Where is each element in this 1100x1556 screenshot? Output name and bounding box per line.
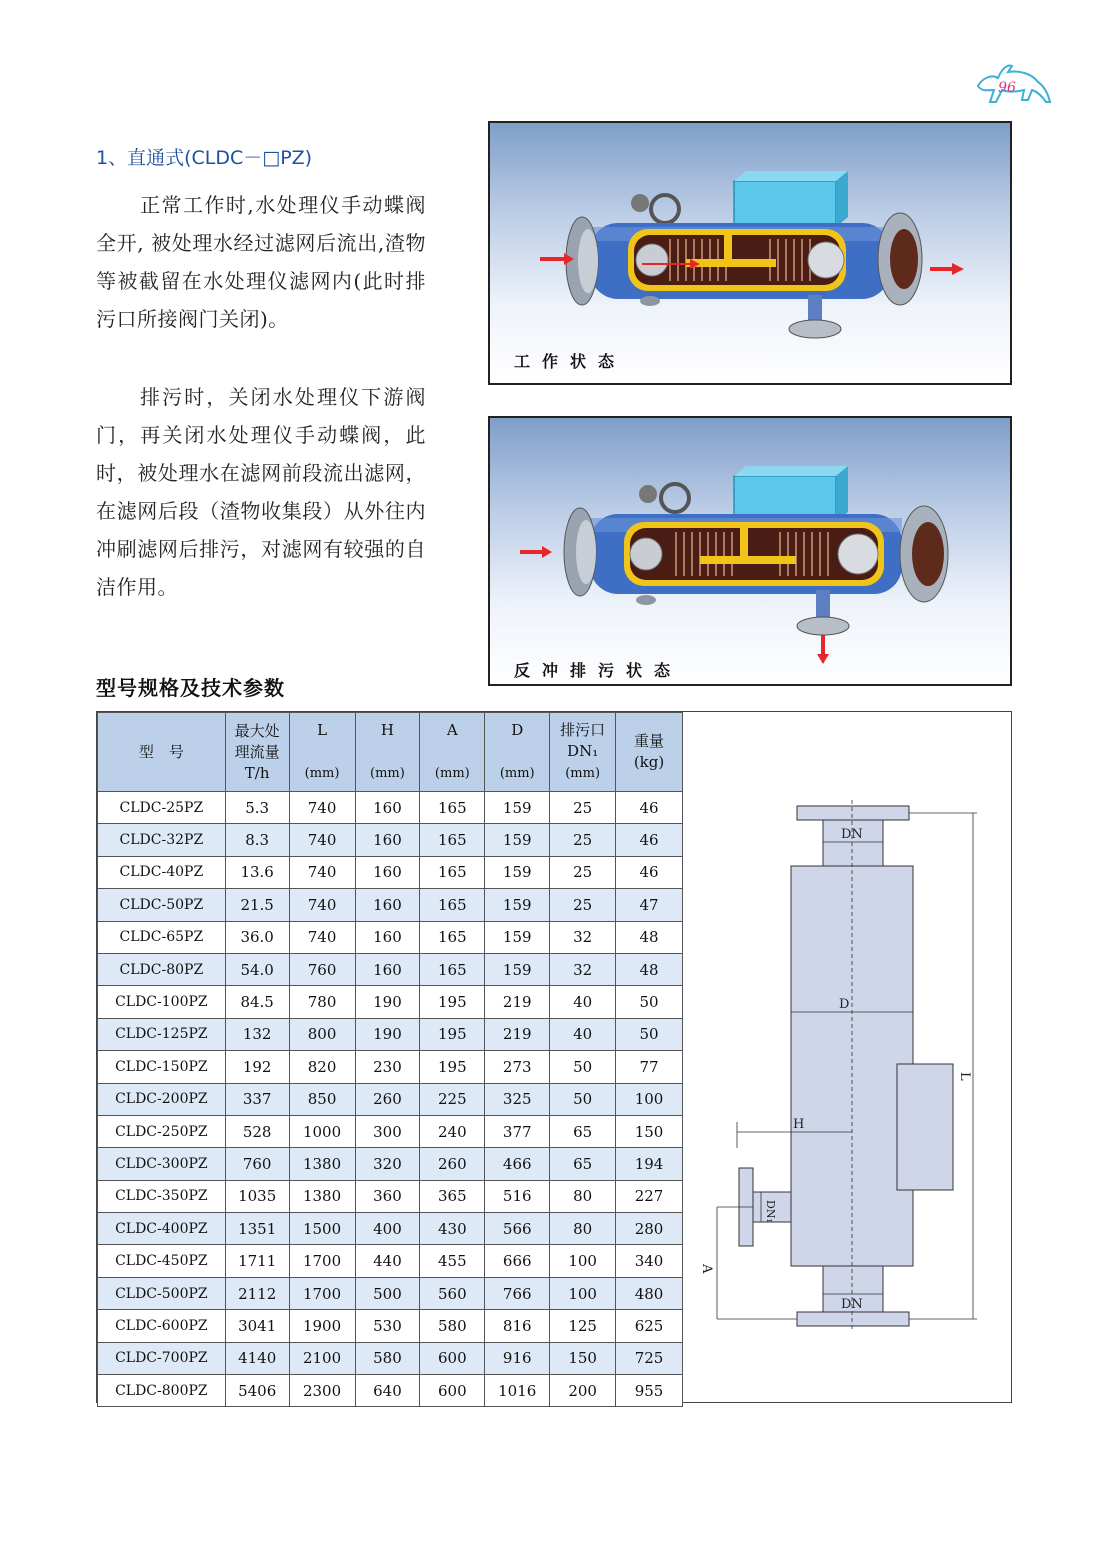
header-L: L (mm) <box>289 713 355 792</box>
top-flange <box>797 806 909 820</box>
cell-A: 260 <box>420 1148 485 1180</box>
page-number: 96 <box>998 80 1016 96</box>
cell-drain: 50 <box>550 1051 616 1083</box>
drawing-label-DN1: DN₁ <box>764 1200 777 1223</box>
cell-L: 1380 <box>289 1148 355 1180</box>
cell-A: 430 <box>420 1213 485 1245</box>
cell-weight: 50 <box>616 986 683 1018</box>
cell-model: CLDC-800PZ <box>98 1375 226 1407</box>
cell-D: 159 <box>485 856 550 888</box>
cell-L: 820 <box>289 1051 355 1083</box>
cell-drain: 100 <box>550 1277 616 1309</box>
cell-weight: 46 <box>616 792 683 824</box>
cell-model: CLDC-40PZ <box>98 856 226 888</box>
header-weight: 重量 (kg) <box>616 713 683 792</box>
table-row <box>98 1213 683 1245</box>
table-header-row <box>98 713 683 792</box>
cell-L: 1500 <box>289 1213 355 1245</box>
cell-flow: 1035 <box>225 1180 289 1212</box>
cell-flow: 528 <box>225 1115 289 1147</box>
cell-L: 1700 <box>289 1277 355 1309</box>
cell-model: CLDC-700PZ <box>98 1342 226 1374</box>
cell-weight: 48 <box>616 953 683 985</box>
cell-A: 580 <box>420 1310 485 1342</box>
cell-H: 440 <box>355 1245 420 1277</box>
header-D: D (mm) <box>485 713 550 792</box>
cell-A: 560 <box>420 1277 485 1309</box>
cell-weight: 48 <box>616 921 683 953</box>
cell-drain: 32 <box>550 953 616 985</box>
header-A: A (mm) <box>420 713 485 792</box>
cell-flow: 21.5 <box>225 889 289 921</box>
cell-drain: 150 <box>550 1342 616 1374</box>
cell-flow: 84.5 <box>225 986 289 1018</box>
table-row <box>98 1310 683 1342</box>
cell-H: 300 <box>355 1115 420 1147</box>
cell-drain: 40 <box>550 1018 616 1050</box>
cell-flow: 5.3 <box>225 792 289 824</box>
header-flow: 最大处 理流量 T/h <box>225 713 289 792</box>
cell-weight: 77 <box>616 1051 683 1083</box>
cell-D: 916 <box>485 1342 550 1374</box>
table-row <box>98 856 683 888</box>
table-row <box>98 953 683 985</box>
table-row <box>98 1342 683 1374</box>
cell-L: 740 <box>289 792 355 824</box>
cell-L: 2100 <box>289 1342 355 1374</box>
cell-model: CLDC-350PZ <box>98 1180 226 1212</box>
cell-H: 160 <box>355 856 420 888</box>
cell-D: 273 <box>485 1051 550 1083</box>
bottom-flange <box>797 1312 909 1326</box>
cell-A: 225 <box>420 1083 485 1115</box>
cell-weight: 150 <box>616 1115 683 1147</box>
cell-weight: 46 <box>616 824 683 856</box>
cell-weight: 194 <box>616 1148 683 1180</box>
cell-A: 195 <box>420 986 485 1018</box>
cell-D: 766 <box>485 1277 550 1309</box>
backwash-state-figure <box>488 416 1012 686</box>
cell-A: 600 <box>420 1342 485 1374</box>
working-state-figure <box>488 121 1012 385</box>
table-row <box>98 1277 683 1309</box>
cell-flow: 4140 <box>225 1342 289 1374</box>
backwash-description: 排污时，关闭水处理仪下游阀门，再关闭水处理仪手动蝶阀，此时，被处理水在滤网前段流出滤网，在滤网后段（渣物收集段）从外往内冲刷滤网后排污，对滤网有较强的自洁作用。 <box>96 385 426 599</box>
cell-weight: 227 <box>616 1180 683 1212</box>
cell-H: 580 <box>355 1342 420 1374</box>
cell-H: 530 <box>355 1310 420 1342</box>
cell-drain: 25 <box>550 856 616 888</box>
table-row <box>98 792 683 824</box>
cell-drain: 100 <box>550 1245 616 1277</box>
cell-weight: 625 <box>616 1310 683 1342</box>
filter-backwash-illustration <box>490 418 1010 684</box>
cell-flow: 1711 <box>225 1245 289 1277</box>
cell-A: 165 <box>420 824 485 856</box>
cell-A: 365 <box>420 1180 485 1212</box>
cell-model: CLDC-125PZ <box>98 1018 226 1050</box>
table-row <box>98 986 683 1018</box>
cell-weight: 100 <box>616 1083 683 1115</box>
cell-model: CLDC-100PZ <box>98 986 226 1018</box>
cell-model: CLDC-65PZ <box>98 921 226 953</box>
table-row <box>98 1115 683 1147</box>
cell-D: 816 <box>485 1310 550 1342</box>
table-row <box>98 921 683 953</box>
dimension-drawing <box>687 712 1011 1402</box>
cell-L: 740 <box>289 889 355 921</box>
cell-L: 1700 <box>289 1245 355 1277</box>
cell-H: 160 <box>355 953 420 985</box>
header-H: H (mm) <box>355 713 420 792</box>
cell-model: CLDC-450PZ <box>98 1245 226 1277</box>
cell-D: 377 <box>485 1115 550 1147</box>
spec-table-title: 型号规格及技术参数 <box>96 676 285 700</box>
cell-L: 740 <box>289 824 355 856</box>
cell-drain: 25 <box>550 792 616 824</box>
cell-model: CLDC-80PZ <box>98 953 226 985</box>
cell-H: 230 <box>355 1051 420 1083</box>
cell-A: 600 <box>420 1375 485 1407</box>
cell-model: CLDC-600PZ <box>98 1310 226 1342</box>
cell-D: 159 <box>485 953 550 985</box>
cell-model: CLDC-25PZ <box>98 792 226 824</box>
cell-drain: 32 <box>550 921 616 953</box>
cell-H: 190 <box>355 1018 420 1050</box>
cell-drain: 65 <box>550 1115 616 1147</box>
cell-D: 159 <box>485 889 550 921</box>
cell-A: 195 <box>420 1051 485 1083</box>
cell-H: 320 <box>355 1148 420 1180</box>
cell-D: 666 <box>485 1245 550 1277</box>
cell-drain: 40 <box>550 986 616 1018</box>
backwash-state-caption: 反冲排污状态 <box>514 661 683 680</box>
cell-D: 516 <box>485 1180 550 1212</box>
drawing-label-DN-top: DN <box>841 827 863 842</box>
cell-A: 165 <box>420 792 485 824</box>
cell-H: 260 <box>355 1083 420 1115</box>
cell-drain: 25 <box>550 824 616 856</box>
cell-A: 240 <box>420 1115 485 1147</box>
cell-drain: 50 <box>550 1083 616 1115</box>
cell-flow: 1351 <box>225 1213 289 1245</box>
cell-A: 165 <box>420 921 485 953</box>
cell-L: 740 <box>289 856 355 888</box>
cell-D: 466 <box>485 1148 550 1180</box>
cell-A: 455 <box>420 1245 485 1277</box>
cell-drain: 65 <box>550 1148 616 1180</box>
cell-D: 325 <box>485 1083 550 1115</box>
table-row <box>98 1148 683 1180</box>
cell-H: 160 <box>355 792 420 824</box>
cell-flow: 337 <box>225 1083 289 1115</box>
cell-D: 1016 <box>485 1375 550 1407</box>
cell-weight: 280 <box>616 1213 683 1245</box>
table-row <box>98 1051 683 1083</box>
cell-D: 219 <box>485 986 550 1018</box>
cell-weight: 725 <box>616 1342 683 1374</box>
cell-D: 159 <box>485 921 550 953</box>
cell-H: 160 <box>355 889 420 921</box>
cell-weight: 955 <box>616 1375 683 1407</box>
spec-table <box>97 712 683 1407</box>
drawing-label-DN-bottom: DN <box>841 1297 863 1312</box>
cell-L: 2300 <box>289 1375 355 1407</box>
cell-H: 160 <box>355 921 420 953</box>
cell-flow: 2112 <box>225 1277 289 1309</box>
cell-H: 400 <box>355 1213 420 1245</box>
cell-L: 800 <box>289 1018 355 1050</box>
cell-A: 165 <box>420 953 485 985</box>
cell-A: 195 <box>420 1018 485 1050</box>
cell-flow: 132 <box>225 1018 289 1050</box>
cell-L: 1900 <box>289 1310 355 1342</box>
cell-model: CLDC-200PZ <box>98 1083 226 1115</box>
cell-flow: 13.6 <box>225 856 289 888</box>
working-description: 正常工作时,水处理仪手动蝶阀全开, 被处理水经过滤网后流出,渣物等被截留在水处理仪滤网内(此时排污口所接阀门关闭)。 <box>96 193 426 331</box>
cell-H: 500 <box>355 1277 420 1309</box>
cell-A: 165 <box>420 889 485 921</box>
cell-flow: 54.0 <box>225 953 289 985</box>
cell-flow: 36.0 <box>225 921 289 953</box>
cell-D: 159 <box>485 792 550 824</box>
cell-H: 160 <box>355 824 420 856</box>
cell-drain: 80 <box>550 1180 616 1212</box>
cell-weight: 50 <box>616 1018 683 1050</box>
working-state-caption: 工作状态 <box>514 352 627 371</box>
table-row <box>98 889 683 921</box>
header-drain: 排污口 DN₁ (mm) <box>550 713 616 792</box>
table-row <box>98 1375 683 1407</box>
cell-A: 165 <box>420 856 485 888</box>
cell-flow: 5406 <box>225 1375 289 1407</box>
cell-flow: 760 <box>225 1148 289 1180</box>
cell-flow: 3041 <box>225 1310 289 1342</box>
table-row <box>98 1018 683 1050</box>
table-row <box>98 1245 683 1277</box>
cell-L: 1380 <box>289 1180 355 1212</box>
cell-weight: 480 <box>616 1277 683 1309</box>
cell-L: 740 <box>289 921 355 953</box>
cell-model: CLDC-250PZ <box>98 1115 226 1147</box>
cell-H: 190 <box>355 986 420 1018</box>
cell-flow: 8.3 <box>225 824 289 856</box>
cell-weight: 340 <box>616 1245 683 1277</box>
table-row <box>98 824 683 856</box>
drawing-label-D: D <box>839 997 850 1012</box>
cell-model: CLDC-150PZ <box>98 1051 226 1083</box>
cell-drain: 200 <box>550 1375 616 1407</box>
cell-D: 219 <box>485 1018 550 1050</box>
cell-L: 850 <box>289 1083 355 1115</box>
cell-H: 640 <box>355 1375 420 1407</box>
cell-drain: 80 <box>550 1213 616 1245</box>
cell-flow: 192 <box>225 1051 289 1083</box>
cell-L: 780 <box>289 986 355 1018</box>
cell-D: 159 <box>485 824 550 856</box>
cell-weight: 47 <box>616 889 683 921</box>
drawing-label-L: L <box>957 1072 972 1081</box>
spec-table-body <box>98 792 683 1407</box>
cell-H: 360 <box>355 1180 420 1212</box>
drawing-label-A: A <box>699 1264 714 1274</box>
cell-L: 760 <box>289 953 355 985</box>
header-model: 型 号 <box>98 713 226 792</box>
cell-model: CLDC-32PZ <box>98 824 226 856</box>
side-box <box>897 1064 953 1190</box>
section-title: 1、直通式(CLDC－□PZ) <box>96 147 313 169</box>
cell-model: CLDC-50PZ <box>98 889 226 921</box>
drawing-label-H: H <box>793 1117 805 1132</box>
table-row <box>98 1083 683 1115</box>
cell-drain: 25 <box>550 889 616 921</box>
cell-L: 1000 <box>289 1115 355 1147</box>
spec-area <box>96 711 1012 1403</box>
table-row <box>98 1180 683 1212</box>
cell-model: CLDC-300PZ <box>98 1148 226 1180</box>
cell-D: 566 <box>485 1213 550 1245</box>
cell-model: CLDC-400PZ <box>98 1213 226 1245</box>
cell-weight: 46 <box>616 856 683 888</box>
cell-model: CLDC-500PZ <box>98 1277 226 1309</box>
cell-drain: 125 <box>550 1310 616 1342</box>
filter-cutaway-illustration <box>490 123 1010 383</box>
